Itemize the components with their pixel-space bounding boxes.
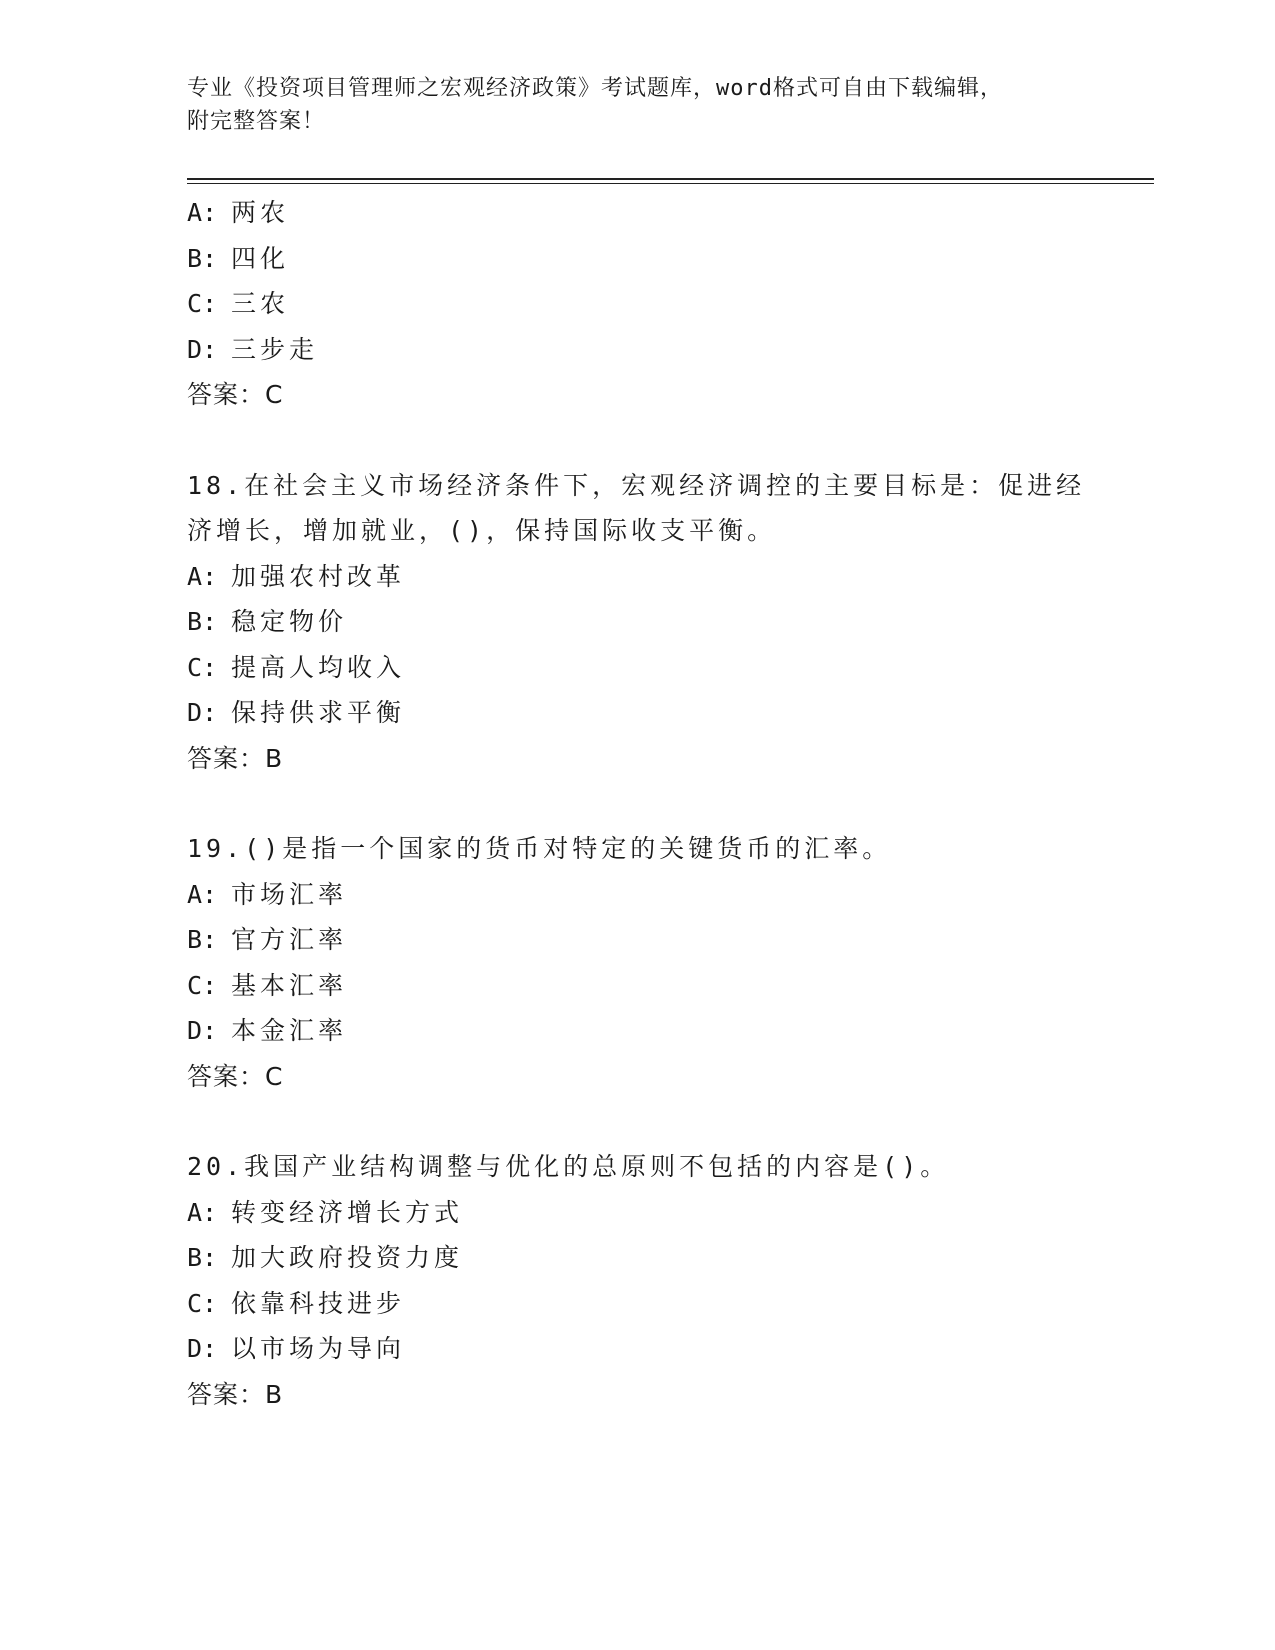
question-stem-line-1: 20.我国产业结构调整与优化的总原则不包括的内容是()。 <box>187 1152 950 1181</box>
header-divider <box>187 178 1154 184</box>
option-b <box>187 917 1087 963</box>
header-line-1: 专业《投资项目管理师之宏观经济政策》考试题库，word格式可自由下载编辑， <box>187 76 1003 101</box>
option-a <box>187 554 1087 600</box>
option-key: A: <box>187 1197 218 1227</box>
option-text: 保持供求平衡 <box>231 698 406 727</box>
option-text: 加强农村改革 <box>231 561 406 591</box>
option-text: 基本汇率 <box>231 970 348 1000</box>
option-key: B: <box>187 243 218 273</box>
page-header <box>187 72 1087 138</box>
question-17-continued <box>187 190 1087 418</box>
option-d <box>187 1008 1087 1054</box>
answer: 答案：B <box>187 1379 284 1409</box>
question-stem-line-1: 18.在社会主义市场经济条件下，宏观经济调控的主要目标是：促进经 <box>187 470 1086 500</box>
question-stem-line-1: 19.()是指一个国家的货币对特定的关键货币的汇率。 <box>187 834 892 863</box>
question-18 <box>187 463 1087 782</box>
spacer <box>187 418 1087 463</box>
option-key: D: <box>187 1334 218 1363</box>
option-a <box>187 190 1087 236</box>
option-b <box>187 1235 1087 1281</box>
option-a <box>187 872 1087 918</box>
option-a <box>187 1190 1087 1236</box>
option-text: 市场汇率 <box>231 879 348 909</box>
spacer <box>187 1099 1087 1144</box>
option-d <box>187 1326 1087 1372</box>
question-list <box>187 190 1087 1417</box>
option-text: 两农 <box>231 198 290 227</box>
option-c <box>187 1281 1087 1327</box>
option-b <box>187 599 1087 645</box>
option-c <box>187 281 1087 327</box>
option-key: A: <box>187 198 218 227</box>
answer: 答案：C <box>187 1061 284 1091</box>
option-text: 转变经济增长方式 <box>231 1197 464 1227</box>
option-c <box>187 645 1087 691</box>
option-text: 稳定物价 <box>231 607 348 636</box>
option-key: D: <box>187 1016 218 1045</box>
option-text: 三农 <box>231 289 290 318</box>
question-stem-line-2: 济增长，增加就业，()，保持国际收支平衡。 <box>187 516 777 545</box>
option-key: B: <box>187 925 218 954</box>
option-text: 加大政府投资力度 <box>231 1243 464 1272</box>
option-key: A: <box>187 879 218 909</box>
answer: 答案：C <box>187 380 284 409</box>
option-text: 以市场为导向 <box>231 1334 406 1363</box>
option-key: D: <box>187 334 218 364</box>
option-key: C: <box>187 289 218 318</box>
option-text: 三步走 <box>231 334 319 364</box>
option-key: B: <box>187 1243 218 1272</box>
option-text: 四化 <box>231 243 290 273</box>
option-b <box>187 236 1087 282</box>
option-d <box>187 327 1087 373</box>
spacer <box>187 781 1087 826</box>
option-text: 提高人均收入 <box>231 652 406 682</box>
option-d <box>187 690 1087 736</box>
option-key: B: <box>187 607 218 636</box>
option-key: C: <box>187 652 218 682</box>
answer: 答案：B <box>187 743 284 773</box>
header-line-2: 附完整答案！ <box>187 109 326 134</box>
option-text: 依靠科技进步 <box>231 1288 406 1318</box>
option-c <box>187 963 1087 1009</box>
option-text: 本金汇率 <box>231 1016 348 1045</box>
question-19 <box>187 826 1087 1099</box>
option-key: A: <box>187 561 218 591</box>
question-20 <box>187 1144 1087 1417</box>
option-key: D: <box>187 698 218 727</box>
option-key: C: <box>187 970 218 1000</box>
option-text: 官方汇率 <box>231 925 348 954</box>
option-key: C: <box>187 1288 218 1318</box>
